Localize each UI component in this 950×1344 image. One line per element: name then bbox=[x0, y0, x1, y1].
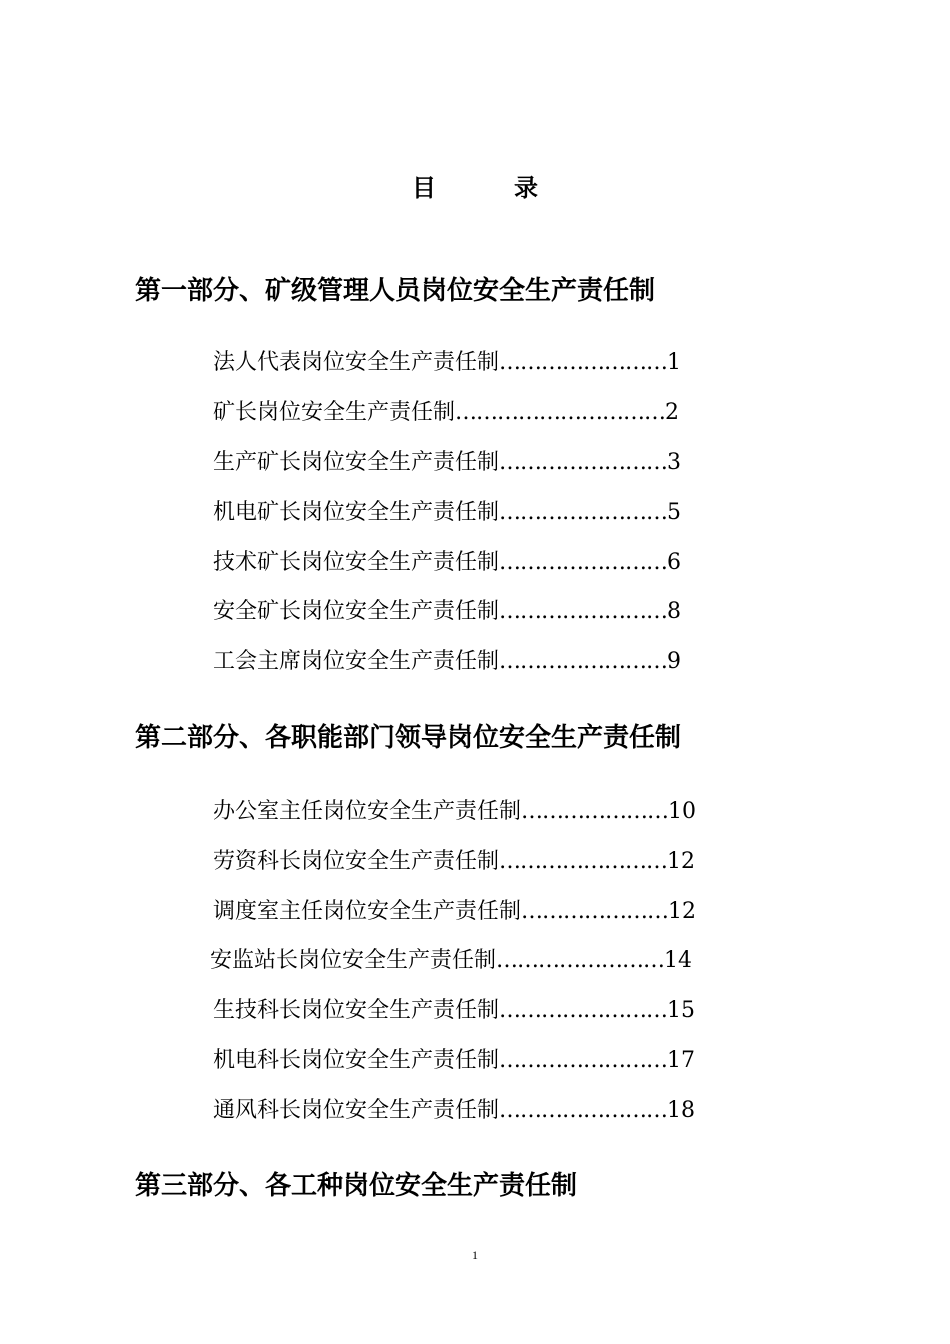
toc-entry-page: 18 bbox=[667, 1098, 696, 1123]
toc-leader-dots: …………………… bbox=[499, 998, 668, 1023]
toc-title bbox=[0, 168, 950, 203]
toc-leader-dots: …………………… bbox=[499, 1048, 668, 1073]
toc-entry-label: 安监站长岗位安全生产责任制 bbox=[210, 948, 497, 973]
toc-entry[interactable] bbox=[213, 644, 681, 675]
toc-entry[interactable] bbox=[213, 794, 696, 825]
toc-entry[interactable] bbox=[213, 395, 679, 426]
section-heading-2: 第二部分、各职能部门领导岗位安全生产责任制 bbox=[135, 723, 682, 753]
toc-leader-dots: …………………… bbox=[499, 1098, 668, 1123]
toc-entry-label: 办公室主任岗位安全生产责任制 bbox=[213, 799, 522, 824]
toc-leader-dots: ………………… bbox=[521, 899, 669, 924]
toc-entry-page: 8 bbox=[667, 599, 682, 624]
toc-entry-page: 15 bbox=[667, 998, 696, 1023]
toc-entry-label: 矿长岗位安全生产责任制 bbox=[213, 400, 456, 425]
toc-entry-page: 14 bbox=[664, 948, 693, 973]
toc-entry[interactable] bbox=[213, 594, 681, 625]
toc-leader-dots: …………………… bbox=[499, 500, 668, 525]
toc-entry-label: 调度室主任岗位安全生产责任制 bbox=[213, 899, 522, 924]
toc-leader-dots: …………………… bbox=[499, 550, 668, 575]
toc-entry-label: 法人代表岗位安全生产责任制 bbox=[213, 350, 500, 375]
toc-title-char-1: 目 bbox=[412, 174, 436, 202]
toc-entry[interactable] bbox=[213, 445, 681, 476]
toc-entry-label: 机电矿长岗位安全生产责任制 bbox=[213, 500, 500, 525]
toc-entry[interactable] bbox=[213, 345, 681, 376]
toc-entry-label: 机电科长岗位安全生产责任制 bbox=[213, 1048, 500, 1073]
toc-title-char-2: 录 bbox=[514, 174, 538, 202]
toc-entry[interactable] bbox=[213, 1043, 695, 1074]
toc-entry[interactable] bbox=[213, 545, 681, 576]
toc-entry-label: 生技科长岗位安全生产责任制 bbox=[213, 998, 500, 1023]
page-number: 1 bbox=[472, 1248, 478, 1262]
toc-entry-label: 安全矿长岗位安全生产责任制 bbox=[213, 599, 500, 624]
section-heading-3: 第三部分、各工种岗位安全生产责任制 bbox=[135, 1171, 578, 1201]
toc-entry-page: 3 bbox=[667, 450, 682, 475]
toc-entry-page: 5 bbox=[667, 500, 682, 525]
toc-entry-page: 6 bbox=[667, 550, 682, 575]
toc-entry-label: 技术矿长岗位安全生产责任制 bbox=[213, 550, 500, 575]
toc-entry[interactable] bbox=[213, 1093, 695, 1124]
toc-entry[interactable] bbox=[213, 894, 696, 925]
toc-leader-dots: …………………… bbox=[499, 599, 668, 624]
toc-entry-page: 10 bbox=[668, 799, 697, 824]
toc-entry-page: 2 bbox=[665, 400, 680, 425]
toc-entry-page: 17 bbox=[667, 1048, 696, 1073]
toc-entry-page: 12 bbox=[667, 849, 696, 874]
toc-leader-dots: …………………… bbox=[499, 649, 668, 674]
toc-entry[interactable] bbox=[213, 495, 681, 526]
toc-leader-dots: …………………… bbox=[496, 948, 665, 973]
toc-entry[interactable] bbox=[210, 943, 692, 974]
toc-entry-page: 12 bbox=[668, 899, 697, 924]
toc-entry-label: 劳资科长岗位安全生产责任制 bbox=[213, 849, 500, 874]
section-heading-1: 第一部分、矿级管理人员岗位安全生产责任制 bbox=[135, 276, 656, 306]
toc-leader-dots: …………………… bbox=[499, 849, 668, 874]
toc-entry-label: 工会主席岗位安全生产责任制 bbox=[213, 649, 500, 674]
toc-entry-page: 9 bbox=[667, 649, 682, 674]
toc-leader-dots: ………………………… bbox=[455, 400, 666, 425]
toc-entry-page: 1 bbox=[667, 350, 682, 375]
toc-leader-dots: ………………… bbox=[521, 799, 669, 824]
toc-leader-dots: …………………… bbox=[499, 350, 668, 375]
toc-leader-dots: …………………… bbox=[499, 450, 668, 475]
toc-entry[interactable] bbox=[213, 844, 695, 875]
toc-entry-label: 生产矿长岗位安全生产责任制 bbox=[213, 450, 500, 475]
toc-entry[interactable] bbox=[213, 993, 695, 1024]
toc-entry-label: 通风科长岗位安全生产责任制 bbox=[213, 1098, 500, 1123]
